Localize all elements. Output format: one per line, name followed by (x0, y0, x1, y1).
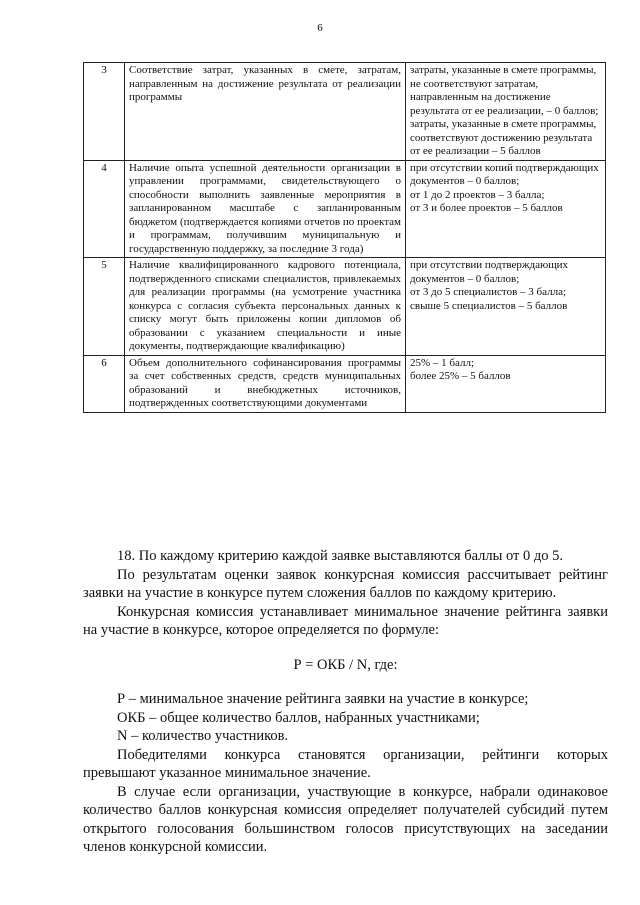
criterion-cell: Наличие квалифицированного кадрового потенциала, подтвержденного списками специалистов, привлекаемых для реализации программы (на усмотрение участника конкурса с согласия субъекта персональных данных к списку могут быть приложены копии дипломов об образовании с указанием специальности и иные документы, подтверждающие квалификацию) (125, 258, 406, 356)
formula: Р = ОКБ / N, где: (293, 656, 398, 673)
table-row (84, 160, 606, 258)
table-row (84, 355, 606, 412)
score-cell (406, 258, 606, 356)
score-line: от 3 и более проектов – 5 баллов (410, 202, 563, 214)
score-cell (406, 160, 606, 258)
row-number: 4 (84, 160, 125, 258)
paragraph-equal-score: В случае если организации, участвующие в конкурсе, набрали одинаковое количество баллов конкурсная комиссия определяет получателей субсидий путем открытого голосования большинством голосов присутствующих на заседании членов конкурсной комиссии. (83, 783, 608, 855)
document-body (83, 547, 608, 857)
row-number: 3 (84, 63, 125, 161)
score-cell (406, 63, 606, 161)
score-line: 25% – 1 балл; (410, 356, 475, 369)
criteria-table (83, 62, 606, 413)
paragraph-rating: По результатам оценки заявок конкурсная комиссия рассчитывает рейтинг заявки на участие в конкурсе путем сложения баллов по каждому критерию. (83, 566, 608, 601)
definition-n: N – количество участников. (117, 728, 289, 744)
score-line: затраты, указанные в смете программы, соответствуют достижению результата от ее реализации – 5 баллов (410, 118, 597, 157)
criterion-cell: Наличие опыта успешной деятельности организации в управлении программами, свидетельствующего о способности выполнить заявленные мероприятия в запланированном масштабе с запланированным бюджетом (подтверждается копиями отчетов по проектам и программам, получившим муниципальную и государственную поддержку, за последние 3 года) (125, 160, 406, 258)
paragraph-winners: Победителями конкурса становятся организации, рейтинги которых превышают указанное минимальное значение. (83, 746, 608, 781)
row-number: 6 (84, 355, 125, 412)
score-line: затраты, указанные в смете программы, не соответствуют затратам, направленным на достижение результата от ее реализации, – 0 баллов; (410, 64, 599, 117)
paragraph-18: 18. По каждому критерию каждой заявке выставляются баллы от 0 до 5. (117, 548, 564, 564)
score-cell (406, 355, 606, 412)
table-row (84, 63, 606, 161)
paragraph-min-rating: Конкурсная комиссия устанавливает минимальное значение рейтинга заявки на участие в конкурсе, которое определяется по формуле: (83, 603, 608, 638)
table-row (84, 258, 606, 356)
page-number: 6 (317, 22, 323, 34)
criterion-cell: Объем дополнительного софинансирования программы за счет собственных средств, средств муниципальных образований и внебюджетных источников, подтвержденных соответствующими документами (125, 355, 406, 412)
definition-p: Р – минимальное значение рейтинга заявки на участие в конкурсе; (117, 691, 529, 707)
score-line: при отсутствии копий подтверждающих документов – 0 баллов; (410, 161, 599, 187)
score-line: более 25% – 5 баллов (410, 370, 511, 382)
score-line: при отсутствии подтверждающих документов – 0 баллов; (410, 259, 569, 285)
row-number: 5 (84, 258, 125, 356)
score-line: свыше 5 специалистов – 5 баллов (410, 299, 568, 312)
criterion-cell: Соответствие затрат, указанных в смете, затратам, направленным на достижение результата от реализации программы (125, 63, 406, 161)
score-line: от 3 до 5 специалистов – 3 балла; (410, 286, 567, 298)
definition-okb: ОКБ – общее количество баллов, набранных участниками; (117, 709, 480, 726)
score-line: от 1 до 2 проектов – 3 балла; (410, 188, 545, 201)
